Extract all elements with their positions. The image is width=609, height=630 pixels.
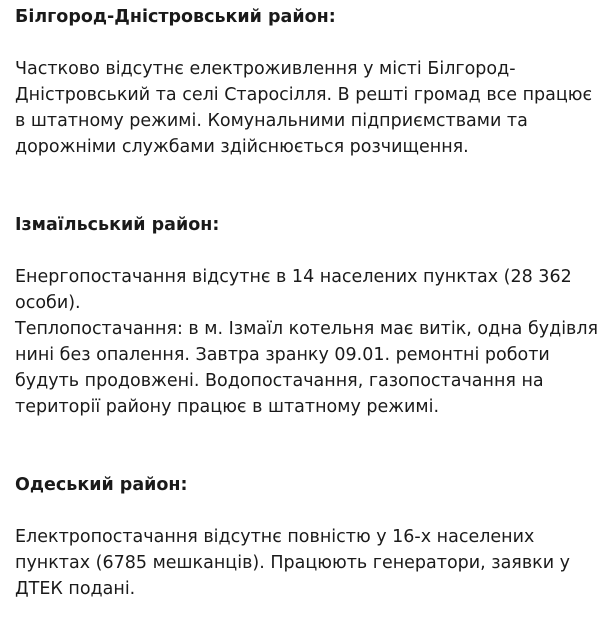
text-line: Частково відсутнє електроживлення у місті Білгород-: [15, 59, 516, 79]
section-heading-odesa: Одеський район:: [15, 475, 188, 495]
text-line: дорожніми службами здійснюється розчищення.: [15, 137, 469, 157]
section-text-odesa: [15, 524, 570, 602]
text-line: Дністровський та селі Старосілля. В решті громад все працює: [15, 85, 593, 105]
section-heading-izmail: Ізмаїльський район:: [15, 215, 220, 235]
text-line: Енергопостачання відсутнє в 14 населених пунктах (28 362: [15, 267, 572, 287]
section-text-izmail: [15, 264, 598, 420]
text-line: території району працює в штатному режимі.: [15, 397, 440, 417]
text-line: нині без опалення. Завтра зранку 09.01. ремонтні роботи: [15, 345, 550, 365]
text-line: пунктах (6785 мешканців). Працюють генератори, заявки у: [15, 553, 571, 573]
text-line: будуть продовжені. Водопостачання, газопостачання на: [15, 371, 544, 391]
text-line: ДТЕК подані.: [15, 579, 136, 599]
text-line: Теплопостачання: в м. Ізмаїл котельня має витік, одна будівля: [15, 319, 599, 339]
text-line: в штатному режимі. Комунальними підприємствами та: [15, 111, 528, 131]
section-heading-bilhorod: Білгород-Дністровський район:: [15, 7, 336, 27]
text-line: особи).: [15, 293, 81, 313]
section-text-bilhorod: [15, 56, 592, 160]
text-line: Електропостачання відсутнє повністю у 16-х населених: [15, 527, 535, 547]
